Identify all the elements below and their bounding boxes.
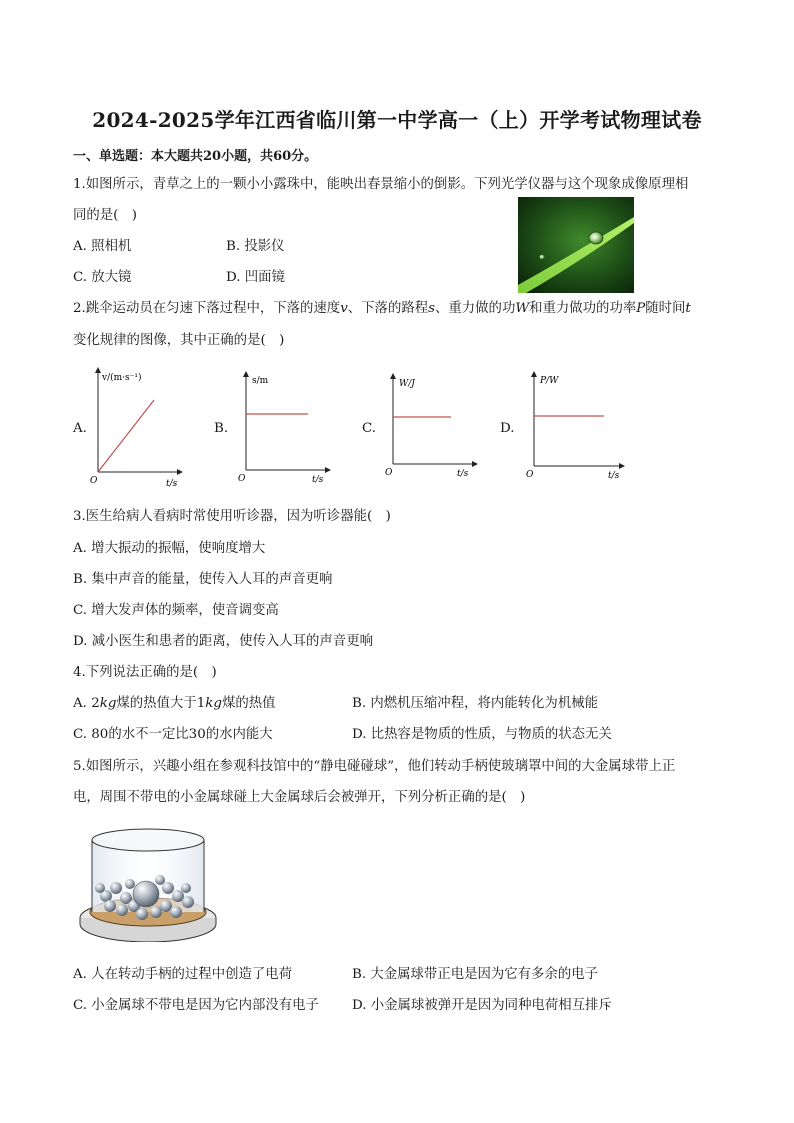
graph-c-xlabel: t/s bbox=[457, 469, 469, 479]
q4-option-d[interactable]: D. 比热容是物质的性质，与物质的状态无关 bbox=[352, 727, 612, 742]
dewdrop-photo bbox=[518, 197, 634, 293]
q2-option-d[interactable]: D. bbox=[500, 421, 515, 436]
q4-stem: 4.下列说法正确的是( ) bbox=[73, 665, 217, 680]
q3-option-b[interactable]: B. 集中声音的能量，使传入人耳的声音更响 bbox=[73, 572, 333, 587]
q2-option-a[interactable]: A. bbox=[73, 421, 87, 436]
q1-stem-line1: 1.如图所示，青草之上的一颗小小露珠中，能映出春景缩小的倒影。下列光学仪器与这个现象成像原理相 bbox=[73, 177, 689, 192]
q3-option-c[interactable]: C. 增大发声体的频率，使音调变高 bbox=[73, 603, 279, 618]
graph-b-xlabel: t/s bbox=[312, 475, 324, 485]
q5-option-c[interactable]: C. 小金属球不带电是因为它内部没有电子 bbox=[73, 998, 319, 1013]
q3-option-d[interactable]: D. 减小医生和患者的距离，使传入人耳的声音更响 bbox=[73, 634, 373, 649]
q5-option-b[interactable]: B. 大金属球带正电是因为它有多余的电子 bbox=[352, 967, 598, 982]
q5-option-a[interactable]: A. 人在转动手柄的过程中创造了电荷 bbox=[73, 967, 293, 982]
graph-b bbox=[236, 370, 336, 486]
electrostatic-jar-illustration bbox=[76, 826, 220, 942]
graph-a-ylabel: v/(m·s⁻¹) bbox=[102, 373, 142, 383]
q4-option-a[interactable]: A. 2kg煤的热值大于1kg煤的热值 bbox=[73, 696, 276, 711]
q1-option-d[interactable]: D. 凹面镜 bbox=[226, 270, 285, 285]
graph-a-line bbox=[98, 400, 154, 472]
q1-stem-line2: 同的是( ) bbox=[73, 208, 138, 223]
graph-b-origin: O bbox=[238, 474, 246, 484]
q1-option-a[interactable]: A. 照相机 bbox=[73, 239, 132, 254]
q2-option-b[interactable]: B. bbox=[214, 421, 229, 436]
section-heading: 一、单选题：本大题共20小题，共60分。 bbox=[73, 149, 318, 164]
graph-b-ylabel: s/m bbox=[252, 376, 269, 386]
graph-d-xlabel: t/s bbox=[608, 471, 620, 481]
q4-option-c[interactable]: C. 80的水不一定比30的水内能大 bbox=[73, 727, 273, 742]
q5-option-d[interactable]: D. 小金属球被弹开是因为同种电荷相互排斥 bbox=[352, 998, 612, 1013]
q4-option-b[interactable]: B. 内燃机压缩冲程，将内能转化为机械能 bbox=[352, 696, 598, 711]
page-title: 2024-2025学年江西省临川第一中学高一（上）开学考试物理试卷 bbox=[92, 108, 702, 132]
graph-d-ylabel: P/W bbox=[540, 376, 559, 386]
graph-c-origin: O bbox=[385, 468, 393, 478]
q5-stem-line2: 电，周围不带电的小金属球碰上大金属球后会被弹开，下列分析正确的是( ) bbox=[73, 790, 526, 805]
graph-a-origin: O bbox=[90, 476, 98, 486]
q2-option-c[interactable]: C. bbox=[362, 421, 377, 436]
q2-stem-line2: 变化规律的图像，其中正确的是( ) bbox=[73, 333, 285, 348]
graph-c bbox=[383, 372, 483, 482]
q1-option-b[interactable]: B. 投影仪 bbox=[226, 239, 285, 254]
graph-d-origin: O bbox=[526, 470, 534, 480]
q3-stem: 3.医生给病人看病时常使用听诊器，因为听诊器能( ) bbox=[73, 509, 391, 524]
graph-a-xlabel: t/s bbox=[166, 479, 178, 489]
q5-stem-line1: 5.如图所示，兴趣小组在参观科技馆中的“静电碰碰球”，他们转动手柄使玻璃罩中间的大金属球带上正 bbox=[73, 759, 676, 774]
graph-c-ylabel: W/J bbox=[399, 379, 415, 389]
q2-stem-line1: 2.跳伞运动员在匀速下落过程中，下落的速度v、下落的路程s、重力做的功W和重力做功的功率P随时间t bbox=[73, 301, 691, 316]
graph-d bbox=[524, 370, 628, 484]
graph-a bbox=[88, 366, 188, 490]
q3-option-a[interactable]: A. 增大振动的振幅，使响度增大 bbox=[73, 541, 266, 556]
big-metal-ball bbox=[133, 881, 159, 907]
q1-option-c[interactable]: C. 放大镜 bbox=[73, 270, 132, 285]
